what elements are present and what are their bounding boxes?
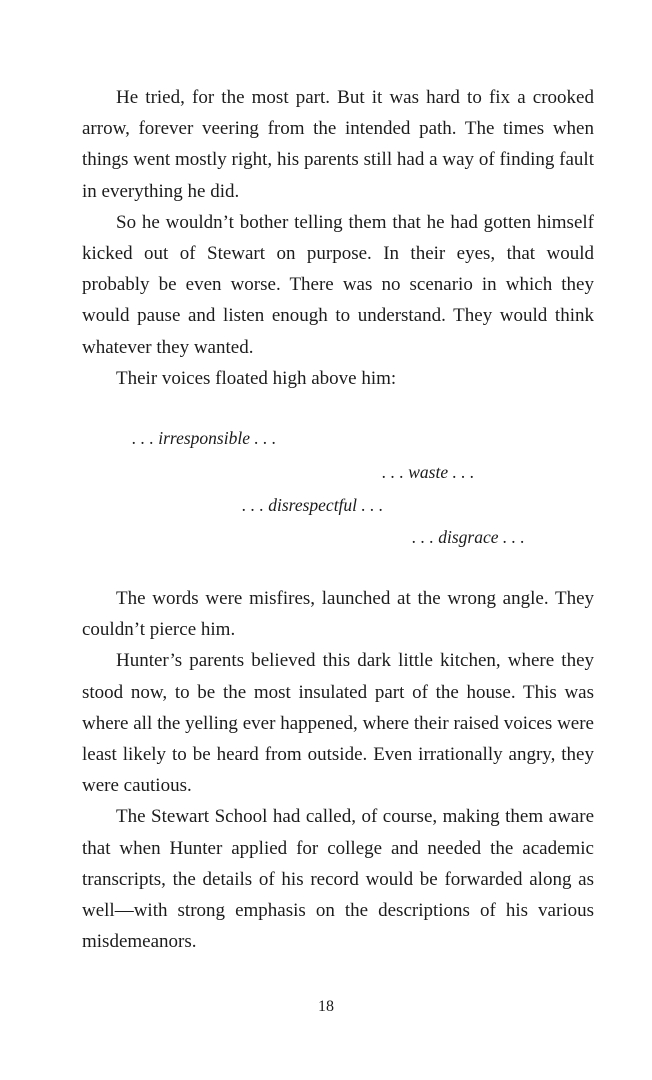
scattered-word-disgrace: . . . disgrace . . . (412, 527, 525, 547)
page-number: 18 (318, 998, 334, 1015)
paragraph-6: The Stewart School had called, of course, making them aware that when Hunter applied for college and needed the academic transcripts, the details of his record would be forwarded along as well—with strong emphasis on the descriptions of his various misdemeanors. (82, 806, 594, 953)
scattered-word-waste: . . . waste . . . (382, 462, 475, 482)
paragraph-2: So he wouldn’t bother telling them that he had gotten himself kicked out of Stewart on purpose. In their eyes, that would probably be even worse. There was no scenario in which they would pause and listen enough to understand. They would think whatever they wanted. (82, 211, 594, 358)
paragraph-5: Hunter’s parents believed this dark little kitchen, where they stood now, to be the most insulated part of the house. This was where all the yelling ever happened, where their raised voices were least likely to be heard from outside. Even irrationally angry, they were cautious. (82, 650, 594, 797)
text-block-top (82, 82, 594, 394)
paragraph-1: He tried, for the most part. But it was hard to fix a crooked arrow, forever veering from the intended path. The times when things went mostly right, his parents still had a way of finding fault in everything he did. (82, 87, 594, 202)
paragraph-4: The words were misfires, launched at the wrong angle. They couldn’t pierce him. (82, 588, 594, 641)
text-block-bottom (82, 583, 594, 957)
scattered-word-disrespectful: . . . disrespectful . . . (242, 495, 384, 515)
paragraph-3: Their voices floated high above him: (116, 367, 397, 389)
scattered-word-irresponsible: . . . irresponsible . . . (132, 428, 277, 448)
